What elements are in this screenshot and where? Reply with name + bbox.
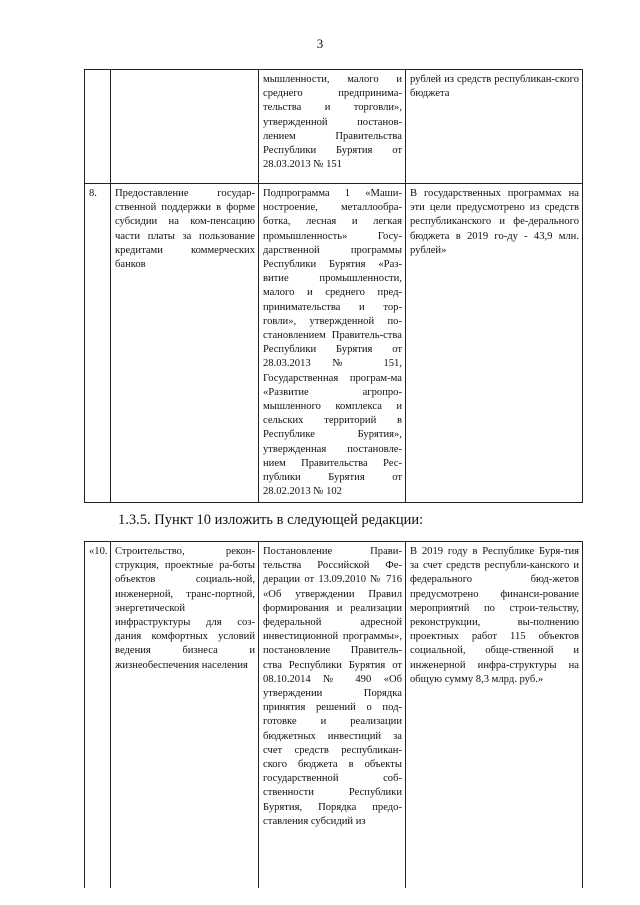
table-row-10	[85, 542, 583, 889]
note-cell: В государственных программах на эти цели предусмотрено из средств республиканского и фе-дерального бюджета в 2019 го-ду - 43,9 млн. рублей»	[406, 184, 583, 503]
measure-cell	[111, 70, 259, 184]
basis-cell: Подпрограмма 1 «Маши-ностроение, металлообра-ботка, лесная и легкая промышленность» Госу-дарственной программы Республики Бурятия «Раз-витие промышленности, малого и среднего пред-принимательства и тор-говли», утвержденной по-становлением Правитель-ства Республики Бурятия от 28.03.2013 № 151, Государственная програм-ма «Развитие агропро-мышленного комплекса и сельских территорий в Республике Бурятия», утвержденная постановле-нием Правительства Рес-публики Бурятия от 28.02.2013 № 102	[259, 184, 406, 503]
note-cell: рублей из средств республикан-ского бюджета	[406, 70, 583, 184]
basis-cell: мышленности, малого и среднего предпринима-тельства и торговли», утвержденной постанов-лением Правительства Республики Бурятия от 28.03.2013 № 151	[259, 70, 406, 184]
section-heading: 1.3.5. Пункт 10 изложить в следующей редакции:	[118, 512, 424, 528]
row-number-cell	[85, 70, 111, 184]
basis-cell: Постановление Прави-тельства Российской Фе-дерации от 13.09.2010 № 716 «Об утверждении Правил формирования и реализации федеральной адресной инвестиционной программы», постановление Правитель-ства Республики Бурятия от 08.10.2014 № 490 «Об утверждении Порядка принятия решений о под-готовке и реализации бюджетных инвестиций за счет средств республикан-ского бюджета в объекты государственной соб-ственности Республики Бурятия, Порядка предо-ставления субсидий из	[259, 542, 406, 889]
table-row-8	[85, 184, 583, 503]
measure-cell: Предоставление государ-ственной поддержки в форме субсидии на ком-пенсацию части платы за пользование кредитами коммерческих банков	[111, 184, 259, 503]
row-number-cell: «10.	[85, 542, 111, 889]
measure-cell: Строительство, рекон-струкция, проектные ра-боты объектов социаль-ной, инженерной, транс-портной, энергетической инфраструктуры для соз-дания комфортных условий ведения бизнеса и жизнеобеспечения населения	[111, 542, 259, 889]
page-number: 3	[316, 36, 324, 51]
row-number-cell: 8.	[85, 184, 111, 503]
measures-table-continued	[84, 69, 583, 503]
note-cell: В 2019 году в Республике Буря-тия за счет средств республи-канского и федерального бюд-жетов предусмотрено финанси-рование мероприятий по строи-тельству, реконструкции, вы-полнению проектных работ 115 объектов социальной, обще-ственной и инженерной инфра-структуры на общую сумму 8,3 млрд. руб.»	[406, 542, 583, 889]
measures-table-new-edition	[84, 541, 583, 888]
table-row-continuation	[85, 70, 583, 184]
